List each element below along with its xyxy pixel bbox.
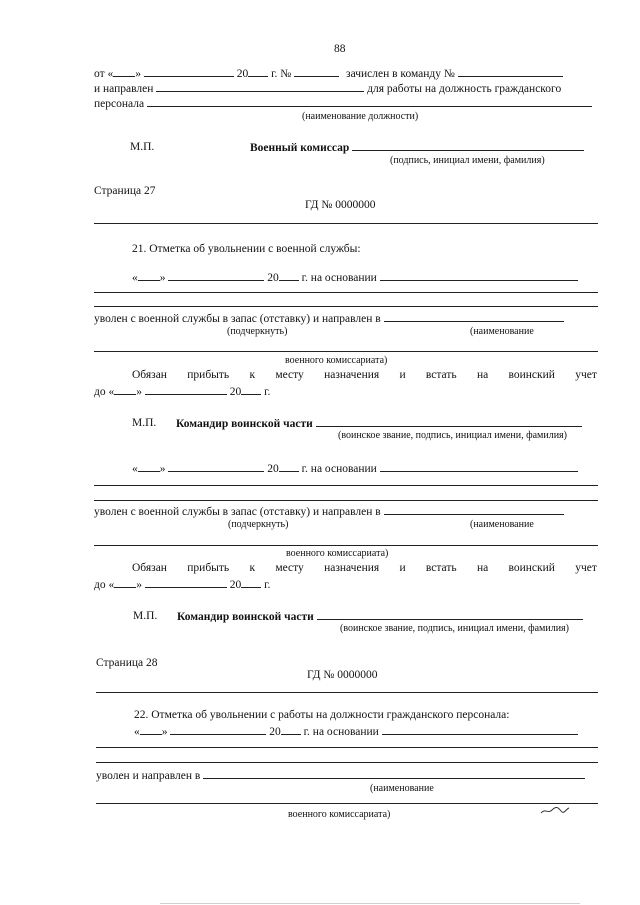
civil-naming-caption: (наименование: [370, 783, 434, 794]
discharge-date-line-1: « » 20 г. на основании: [132, 270, 578, 285]
basis-continuation-line-1b[interactable]: [94, 306, 598, 307]
civil-discharge-day-field[interactable]: [140, 724, 162, 735]
stamp-label-21a: М.П.: [132, 417, 157, 429]
section-22-title: 22. Отметка об увольнении с работы на должности гражданского персонала:: [134, 709, 510, 721]
page-28-divider: [96, 692, 598, 693]
stamp-label: М.П.: [130, 141, 155, 153]
date-day-field[interactable]: [113, 66, 135, 77]
commissariat-field-2[interactable]: [384, 504, 564, 515]
basis-field-2[interactable]: [380, 461, 578, 472]
basis-field-1[interactable]: [380, 270, 578, 281]
date-month-field[interactable]: [144, 66, 234, 77]
commander-label-1: Командир воинской части: [176, 416, 582, 431]
basis-continuation-line-1a[interactable]: [94, 292, 598, 293]
personnel-line: персонала: [94, 96, 592, 111]
commissariat-line-1[interactable]: [94, 351, 598, 352]
commissar-signature-field[interactable]: [352, 140, 584, 151]
commissariat-line-2[interactable]: [94, 545, 598, 546]
commander-signature-field-2[interactable]: [317, 609, 583, 620]
discharge-date-line-2: « » 20 г. на основании: [132, 461, 578, 476]
naming-caption-2: (наименование: [470, 519, 534, 530]
civil-basis-line-a[interactable]: [96, 747, 598, 748]
discharge-day-field-2[interactable]: [138, 461, 160, 472]
until-day-field-2[interactable]: [114, 577, 136, 588]
commander-signature-field-1[interactable]: [316, 416, 582, 427]
enrollment-line: от « » 20 г. № зачислен в команду №: [94, 66, 563, 81]
civil-discharge-year-field[interactable]: [281, 724, 301, 735]
page-28-gd-number: ГД № 0000000: [307, 669, 378, 681]
civil-commissariat-field[interactable]: [203, 768, 585, 779]
page-27-divider: [94, 223, 598, 224]
section-21-title: 21. Отметка об увольнении с военной службы:: [132, 243, 361, 255]
underline-hint-1: (подчеркнуть): [227, 326, 288, 337]
discharge-month-field-2[interactable]: [168, 461, 264, 472]
signature-scribble-icon: [540, 804, 570, 816]
caption-signature: (подпись, инициал имени, фамилия): [390, 155, 545, 166]
commander-caption-2: (воинское звание, подпись, инициал имени, фамилия): [340, 623, 569, 634]
until-year-field-2[interactable]: [241, 577, 261, 588]
discharge-month-field-1[interactable]: [168, 270, 264, 281]
team-number-field[interactable]: [458, 66, 563, 77]
page-28-label: Страница 28: [96, 657, 158, 669]
discharged-line-1: уволен с военной службы в запас (отставку) и направлен в: [94, 311, 564, 326]
obliged-line-1: Обязан прибыть к месту назначения и встать на воинский учет: [132, 369, 597, 381]
commissariat-caption-2: военного комиссариата): [286, 548, 389, 559]
obliged-line-2: Обязан прибыть к месту назначения и встать на воинский учет: [132, 562, 597, 574]
until-line-1: до « » 20 г.: [94, 386, 271, 398]
page-number: 88: [334, 43, 346, 55]
civil-discharged-line: уволен и направлен в: [96, 768, 585, 783]
naming-caption-1: (наименование: [470, 326, 534, 337]
date-year-field[interactable]: [248, 66, 268, 77]
basis-continuation-line-2b[interactable]: [94, 500, 598, 501]
military-commissar-label: Военный комиссар: [250, 140, 584, 155]
commander-label-2: Командир воинской части: [177, 609, 583, 624]
page-27-gd-number: ГД № 0000000: [305, 199, 376, 211]
discharged-line-2: уволен с военной службы в запас (отставку) и направлен в: [94, 504, 564, 519]
until-month-field-1[interactable]: [145, 384, 227, 395]
sent-to-field[interactable]: [156, 81, 364, 92]
civil-basis-field[interactable]: [382, 724, 578, 735]
basis-continuation-line-2a[interactable]: [94, 485, 598, 486]
commissariat-field-1[interactable]: [384, 311, 564, 322]
sent-line: и направлен для работы на должность гражданского: [94, 83, 562, 95]
order-number-field[interactable]: [294, 66, 339, 77]
until-day-field-1[interactable]: [114, 384, 136, 395]
page-27-label: Страница 27: [94, 185, 156, 197]
commissariat-caption-1: военного комиссариата): [285, 355, 388, 366]
until-month-field-2[interactable]: [145, 577, 227, 588]
discharge-day-field-1[interactable]: [138, 270, 160, 281]
underline-hint-2: (подчеркнуть): [228, 519, 289, 530]
civil-commissariat-line[interactable]: [96, 803, 598, 804]
stamp-label-21b: М.П.: [133, 610, 158, 622]
until-year-field-1[interactable]: [241, 384, 261, 395]
position-name-field[interactable]: [147, 96, 592, 107]
caption-position: (наименование должности): [302, 111, 419, 122]
commander-caption-1: (воинское звание, подпись, инициал имени, фамилия): [338, 430, 567, 441]
civil-basis-line-b[interactable]: [96, 762, 598, 763]
civil-discharge-month-field[interactable]: [170, 724, 266, 735]
civil-commissariat-caption: военного комиссариата): [288, 809, 391, 820]
discharge-year-field-2[interactable]: [279, 461, 299, 472]
until-line-2: до « » 20 г.: [94, 579, 271, 591]
civil-discharge-date-line: « » 20 г. на основании: [134, 724, 578, 739]
scan-edge-line: [160, 903, 580, 904]
discharge-year-field-1[interactable]: [279, 270, 299, 281]
